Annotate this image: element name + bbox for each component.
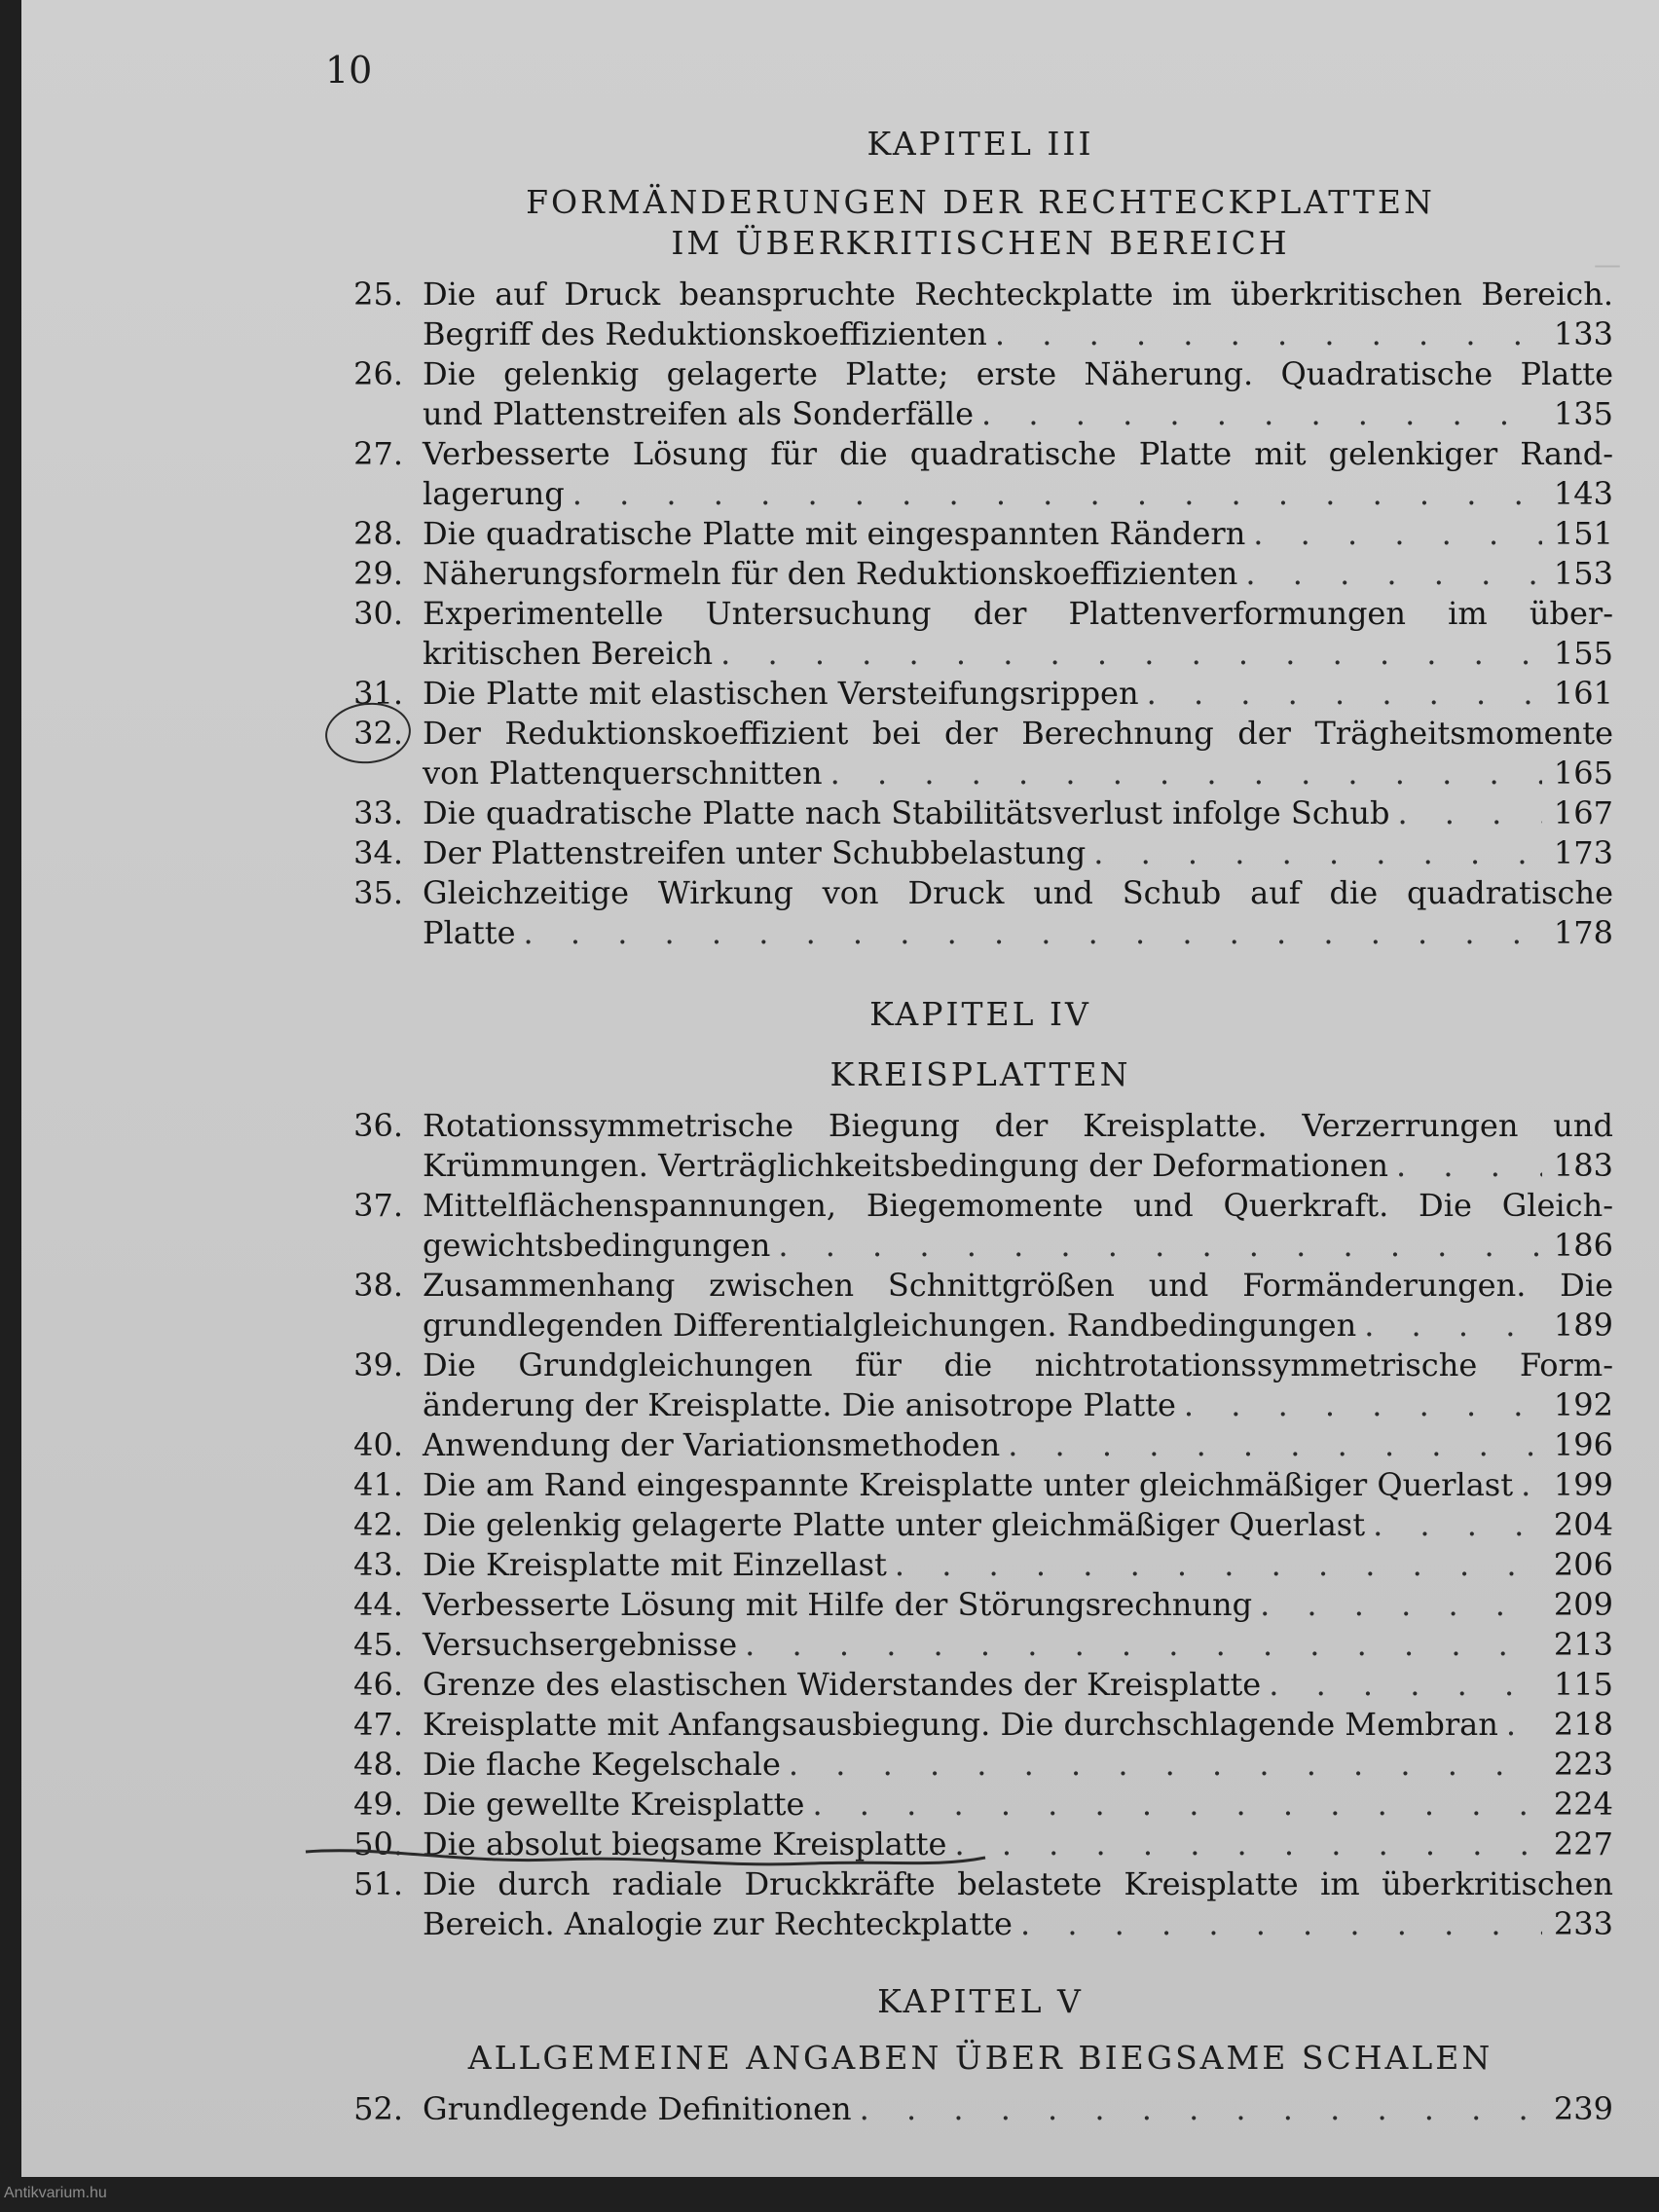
section-title	[423, 434, 1613, 514]
toc-entry	[343, 1545, 1613, 1585]
chapter-label: KAPITEL III	[866, 125, 1094, 163]
section-title-line: kritischen Bereich	[423, 635, 714, 672]
toc-entry	[343, 1625, 1613, 1665]
dot-leader	[1093, 833, 1542, 873]
dot-leader	[954, 1825, 1541, 1864]
toc-entry	[343, 2089, 1613, 2129]
page-ref: 186	[1553, 1227, 1613, 1264]
page-ref: 143	[1553, 475, 1613, 512]
section-number: 26.	[353, 355, 403, 392]
section-title-line: Die auf Druck beanspruchte Rechteckplatte im überkritischen Bereich.	[423, 276, 1613, 313]
section-number: 48.	[353, 1746, 403, 1783]
page-ref: 204	[1553, 1506, 1613, 1543]
section-title-line: Begriff des Reduktionskoeffizienten	[423, 315, 987, 352]
section-title-line: änderung der Kreisplatte. Die anisotrope Platte	[423, 1386, 1176, 1423]
section-title-last-line	[423, 833, 1613, 873]
toc-entry	[343, 793, 1613, 833]
section-number: 30.	[353, 595, 403, 632]
section-number: 42.	[353, 1506, 403, 1543]
section-title	[423, 1266, 1613, 1346]
dot-leader	[1269, 1665, 1542, 1705]
toc-entry	[343, 1705, 1613, 1745]
page-ref: 192	[1553, 1386, 1613, 1423]
section-title-last-line	[423, 913, 1613, 953]
toc-entry	[343, 1186, 1613, 1266]
section-title-last-line	[423, 1745, 1613, 1785]
section-title-line: Die Grundgleichungen für die nichtrotationssymmetrische Form-	[423, 1346, 1613, 1383]
page-ref: 165	[1553, 755, 1613, 792]
page-ref: 213	[1553, 1626, 1613, 1663]
section-title-last-line	[423, 1425, 1613, 1465]
toc-entry	[343, 1465, 1613, 1505]
section-title-line: Die quadratische Platte nach Stabilitätsverlust infolge Schub	[423, 794, 1390, 831]
toc-entry	[343, 1266, 1613, 1346]
section-title	[423, 1505, 1613, 1545]
toc-entry	[343, 1106, 1613, 1186]
section-title	[423, 1745, 1613, 1785]
section-title	[423, 873, 1613, 953]
section-number: 27.	[353, 435, 403, 472]
section-title-last-line	[423, 634, 1613, 674]
section-number: 35.	[353, 874, 403, 911]
section-title-last-line	[423, 1665, 1613, 1705]
section-number: 38.	[353, 1267, 403, 1304]
section-title-line: Die absolut biegsame Kreisplatte	[423, 1825, 947, 1862]
page-ref: 178	[1553, 914, 1613, 951]
toc-entry	[343, 1745, 1613, 1785]
section-number: 29.	[353, 555, 403, 592]
section-number: 52.	[353, 2090, 403, 2127]
toc-entry	[343, 434, 1613, 514]
dot-leader	[1147, 674, 1542, 714]
dot-leader	[745, 1625, 1542, 1665]
page-ref: 227	[1553, 1825, 1613, 1862]
page-ref: 173	[1553, 834, 1613, 871]
section-title-line: Die am Rand eingespannte Kreisplatte unter gleichmäßiger Querlast	[423, 1466, 1514, 1503]
section-title-last-line	[423, 1465, 1613, 1505]
section-number: 33.	[353, 794, 403, 831]
section-title	[423, 275, 1613, 354]
chapter-title: FORMÄNDERUNGEN DER RECHTECKPLATTEN	[526, 183, 1435, 221]
page-number: 10	[325, 49, 373, 92]
section-title	[423, 1545, 1613, 1585]
toc-entry	[343, 554, 1613, 594]
section-title	[423, 1785, 1613, 1825]
section-title	[423, 833, 1613, 873]
dot-leader	[720, 634, 1542, 674]
page-ref: 155	[1553, 635, 1613, 672]
section-number: 32.	[353, 715, 403, 752]
pen-underline-annotation	[304, 1838, 1005, 1877]
section-title	[423, 354, 1613, 434]
dot-leader	[1521, 1465, 1542, 1505]
section-title-last-line	[423, 1785, 1613, 1825]
section-title-line: Versuchsergebnisse	[423, 1626, 738, 1663]
page-ref: 151	[1553, 515, 1613, 552]
section-title-line: grundlegenden Differentialgleichungen. Randbedingungen	[423, 1307, 1357, 1344]
toc-entry	[343, 1665, 1613, 1705]
bleed-through-text: —	[1594, 248, 1621, 280]
page-ref: 189	[1553, 1307, 1613, 1344]
page-ref: 199	[1553, 1466, 1613, 1503]
toc-entry	[343, 1346, 1613, 1425]
section-title-line: Die flache Kegelschale	[423, 1746, 781, 1783]
section-number: 41.	[353, 1466, 403, 1503]
section-title-line: Grenze des elastischen Widerstandes der Kreisplatte	[423, 1666, 1262, 1703]
section-title-last-line	[423, 754, 1613, 793]
section-title-line: Mittelflächenspannungen, Biegemomente und Querkraft. Die Gleich-	[423, 1187, 1613, 1224]
section-number: 25.	[353, 276, 403, 313]
watermark: Antikvarium.hu	[4, 2185, 107, 2201]
toc-entry	[343, 873, 1613, 953]
section-number: 43.	[353, 1546, 403, 1583]
section-title-line: gewichtsbedingungen	[423, 1227, 771, 1264]
dot-leader	[1245, 554, 1542, 594]
section-title	[423, 1665, 1613, 1705]
section-title-last-line	[423, 1705, 1613, 1745]
section-title-last-line	[423, 1385, 1613, 1425]
toc-entry	[343, 594, 1613, 674]
section-title-last-line	[423, 2089, 1613, 2129]
section-title	[423, 1425, 1613, 1465]
section-title-line: Verbesserte Lösung mit Hilfe der Störungsrechnung	[423, 1586, 1253, 1623]
page-ref: 223	[1553, 1746, 1613, 1783]
section-number: 28.	[353, 515, 403, 552]
toc-entry	[343, 514, 1613, 554]
section-title-last-line	[423, 474, 1613, 514]
dot-leader	[1396, 1146, 1542, 1186]
dot-leader	[895, 1545, 1542, 1585]
section-title-line: Die quadratische Platte mit eingespannten Rändern	[423, 515, 1246, 552]
section-title-last-line	[423, 1505, 1613, 1545]
section-title-line: Die Kreisplatte mit Einzellast	[423, 1546, 887, 1583]
section-title-line: Der Reduktionskoeffizient bei der Berechnung der Trägheitsmomente	[423, 715, 1613, 752]
toc-entry	[343, 714, 1613, 793]
section-title	[423, 1186, 1613, 1266]
section-title-line: Rotationssymmetrische Biegung der Kreisplatte. Verzerrungen und	[423, 1107, 1613, 1144]
section-title-line: Zusammenhang zwischen Schnittgrößen und Formänderungen. Die	[423, 1267, 1613, 1304]
section-number: 36.	[353, 1107, 403, 1144]
section-title-line: Kreisplatte mit Anfangsausbiegung. Die durchschlagende Membran	[423, 1706, 1498, 1743]
section-title	[423, 674, 1613, 714]
section-title-line: Näherungsformeln für den Reduktionskoeffizienten	[423, 555, 1238, 592]
toc-entry	[343, 1785, 1613, 1825]
section-number: 39.	[353, 1346, 403, 1383]
section-number: 34.	[353, 834, 403, 871]
section-title-last-line	[423, 674, 1613, 714]
dot-leader	[995, 314, 1542, 354]
section-title-line: Der Plattenstreifen unter Schubbelastung	[423, 834, 1087, 871]
section-title-line: Gleichzeitige Wirkung von Druck und Schub auf die quadratische	[423, 874, 1613, 911]
section-title-line: Experimentelle Untersuchung der Plattenverformungen im über-	[423, 595, 1613, 632]
book-page	[21, 0, 1659, 2177]
section-title-line: Die gewellte Kreisplatte	[423, 1786, 805, 1823]
toc-entry	[343, 833, 1613, 873]
chapter-title: ALLGEMEINE ANGABEN ÜBER BIEGSAME SCHALEN	[467, 2039, 1493, 2077]
section-title	[423, 1705, 1613, 1745]
section-number: 45.	[353, 1626, 403, 1663]
page-ref: 135	[1553, 395, 1613, 432]
dot-leader	[524, 913, 1542, 953]
dot-leader	[1020, 1904, 1542, 1944]
section-title-last-line	[423, 1306, 1613, 1346]
section-title	[423, 554, 1613, 594]
toc-entry	[343, 1585, 1613, 1625]
section-title	[423, 1465, 1613, 1505]
dot-leader	[860, 2089, 1542, 2129]
section-title	[423, 1106, 1613, 1186]
section-title-line: von Plattenquerschnitten	[423, 755, 823, 792]
page-ref: 161	[1553, 675, 1613, 712]
dot-leader	[1364, 1306, 1542, 1346]
dot-leader	[981, 394, 1542, 434]
toc-entry	[343, 354, 1613, 434]
section-title	[423, 793, 1613, 833]
page-ref: 209	[1553, 1586, 1613, 1623]
section-title-line: Platte	[423, 914, 516, 951]
section-title-line: lagerung	[423, 475, 565, 512]
section-number: 47.	[353, 1706, 403, 1743]
section-title-line: Die gelenkig gelagerte Platte unter gleichmäßiger Querlast	[423, 1506, 1366, 1543]
chapter-title: IM ÜBERKRITISCHEN BEREICH	[671, 224, 1290, 262]
section-title-last-line	[423, 1625, 1613, 1665]
section-title-line: Grundlegende Definitionen	[423, 2090, 852, 2127]
chapter-label: KAPITEL IV	[869, 995, 1091, 1033]
page-ref: 153	[1553, 555, 1613, 592]
section-title	[423, 1625, 1613, 1665]
page-ref: 218	[1553, 1706, 1613, 1743]
toc-entry	[343, 275, 1613, 354]
section-title-line: Krümmungen. Verträglichkeitsbedingung der Deformationen	[423, 1147, 1388, 1184]
section-title-line: und Plattenstreifen als Sonderfälle	[423, 395, 975, 432]
section-title-last-line	[423, 1146, 1613, 1186]
dot-leader	[1397, 793, 1541, 833]
toc-entry	[343, 1505, 1613, 1545]
toc-entry	[343, 1425, 1613, 1465]
page-ref: 133	[1553, 315, 1613, 352]
dot-leader	[1506, 1705, 1542, 1745]
dot-leader	[789, 1745, 1542, 1785]
section-number: 44.	[353, 1586, 403, 1623]
dot-leader	[572, 474, 1542, 514]
section-title-last-line	[423, 793, 1613, 833]
toc-entry	[343, 674, 1613, 714]
page-ref: 233	[1553, 1905, 1613, 1942]
chapter-title: KREISPLATTEN	[830, 1055, 1131, 1093]
section-title-last-line	[423, 1226, 1613, 1266]
section-title	[423, 1585, 1613, 1625]
section-title-last-line	[423, 394, 1613, 434]
section-number: 49.	[353, 1786, 403, 1823]
dot-leader	[1253, 514, 1542, 554]
page-ref: 224	[1553, 1786, 1613, 1823]
dot-leader	[1373, 1505, 1542, 1545]
section-title-line: Die Platte mit elastischen Versteifungsrippen	[423, 675, 1139, 712]
section-number: 50.	[353, 1825, 403, 1862]
page-ref: 239	[1553, 2090, 1613, 2127]
dot-leader	[778, 1226, 1542, 1266]
section-title-line: Verbesserte Lösung für die quadratische Platte mit gelenkiger Rand-	[423, 435, 1613, 472]
section-title-last-line	[423, 1545, 1613, 1585]
section-title	[423, 514, 1613, 554]
dot-leader	[1260, 1585, 1542, 1625]
section-title-last-line	[423, 514, 1613, 554]
chapter-label: KAPITEL V	[877, 1982, 1084, 2020]
dot-leader	[1184, 1385, 1542, 1425]
section-title-line: Die gelenkig gelagerte Platte; erste Näherung. Quadratische Platte	[423, 355, 1613, 392]
page-ref: 115	[1553, 1666, 1613, 1703]
section-title	[423, 594, 1613, 674]
section-title	[423, 2089, 1613, 2129]
section-number: 37.	[353, 1187, 403, 1224]
section-title	[423, 714, 1613, 793]
section-number: 40.	[353, 1426, 403, 1463]
page-ref: 206	[1553, 1546, 1613, 1583]
section-number: 31.	[353, 675, 403, 712]
section-number: 46.	[353, 1666, 403, 1703]
section-number: 51.	[353, 1865, 403, 1902]
dot-leader	[830, 754, 1542, 793]
section-title-line: Anwendung der Variationsmethoden	[423, 1426, 1001, 1463]
page-ref: 167	[1553, 794, 1613, 831]
section-title-last-line	[423, 554, 1613, 594]
section-title-last-line	[423, 314, 1613, 354]
dot-leader	[812, 1785, 1541, 1825]
section-title-line: Die durch radiale Druckkräfte belastete Kreisplatte im überkritischen	[423, 1865, 1613, 1902]
section-title-line: Bereich. Analogie zur Rechteckplatte	[423, 1905, 1013, 1942]
section-title	[423, 1346, 1613, 1425]
page-ref: 196	[1553, 1426, 1613, 1463]
section-title-last-line	[423, 1585, 1613, 1625]
dot-leader	[1008, 1425, 1542, 1465]
page-ref: 183	[1553, 1147, 1613, 1184]
section-title-last-line	[423, 1904, 1613, 1944]
